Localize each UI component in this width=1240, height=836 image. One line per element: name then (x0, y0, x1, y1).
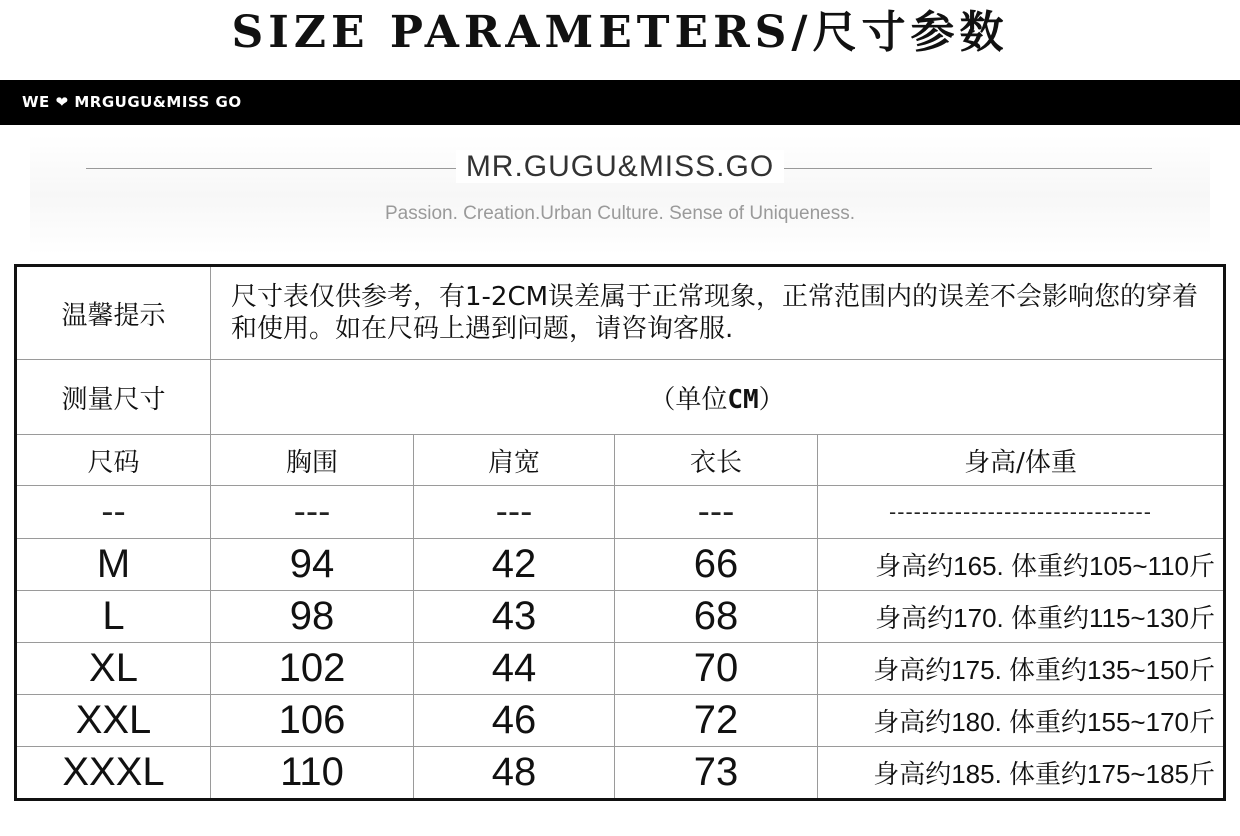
column-header: 尺码 (16, 435, 211, 486)
height-weight-cell: 身高约185. 体重约175~185斤 (818, 747, 1225, 800)
size-cell: L (16, 591, 211, 643)
tip-row (16, 266, 1225, 360)
chest-cell: 102 (211, 643, 414, 695)
tip-text: 尺寸表仅供参考，有1-2CM误差属于正常现象，正常范围内的误差不会影响您的穿着和使用。如在尺码上遇到问题，请咨询客服. (211, 266, 1225, 360)
size-cell: M (16, 539, 211, 591)
chest-cell: 98 (211, 591, 414, 643)
placeholder-cell: -------------------------------- (818, 486, 1225, 539)
length-cell: 73 (615, 747, 818, 800)
height-weight-cell: 身高约170. 体重约115~130斤 (818, 591, 1225, 643)
table-row (16, 747, 1225, 800)
chest-cell: 94 (211, 539, 414, 591)
unit-row (16, 360, 1225, 435)
height-weight-cell: 身高约175. 体重约135~150斤 (818, 643, 1225, 695)
unit-suffix: ） (758, 384, 785, 415)
column-header: 衣长 (615, 435, 818, 486)
table-row (16, 695, 1225, 747)
brand-tagline: Passion. Creation.Urban Culture. Sense of Uniqueness. (385, 203, 855, 224)
placeholder-cell: --- (615, 486, 818, 539)
unit-value: CM (727, 384, 759, 415)
size-cell: XL (16, 643, 211, 695)
column-header-row (16, 435, 1225, 486)
page-title: SIZE PARAMETERS/尺寸参数 (231, 7, 1009, 58)
shoulder-cell: 43 (414, 591, 615, 643)
banner-prefix: WE (22, 93, 50, 111)
height-weight-cell: 身高约180. 体重约155~170斤 (818, 695, 1225, 747)
heart-icon: ❤ (55, 93, 69, 111)
placeholder-cell: --- (211, 486, 414, 539)
length-cell: 68 (615, 591, 818, 643)
size-table (14, 264, 1226, 801)
length-cell: 66 (615, 539, 818, 591)
placeholder-cell: -- (16, 486, 211, 539)
size-cell: XXXL (16, 747, 211, 800)
placeholder-cell: --- (414, 486, 615, 539)
size-cell: XXL (16, 695, 211, 747)
length-cell: 70 (615, 643, 818, 695)
banner-text (22, 93, 242, 111)
brand-name (0, 150, 1240, 184)
chest-cell: 110 (211, 747, 414, 800)
height-weight-cell: 身高约165. 体重约105~110斤 (818, 539, 1225, 591)
shoulder-cell: 44 (414, 643, 615, 695)
column-header: 肩宽 (414, 435, 615, 486)
table-row (16, 591, 1225, 643)
table-row (16, 643, 1225, 695)
tip-label: 温馨提示 (16, 266, 211, 360)
table-row (16, 539, 1225, 591)
brand-banner (0, 80, 1240, 125)
shoulder-cell: 46 (414, 695, 615, 747)
shoulder-cell: 48 (414, 747, 615, 800)
brand-name-text: MR.GUGU&MISS.GO (456, 150, 784, 183)
chest-cell: 106 (211, 695, 414, 747)
unit-prefix: （单位 (649, 384, 728, 415)
length-cell: 72 (615, 695, 818, 747)
shoulder-cell: 42 (414, 539, 615, 591)
banner-suffix: MRGUGU&MISS GO (74, 93, 242, 111)
unit-cell (211, 360, 1225, 435)
column-header: 身高/体重 (818, 435, 1225, 486)
measure-label: 测量尺寸 (16, 360, 211, 435)
placeholder-row (16, 486, 1225, 539)
column-header: 胸围 (211, 435, 414, 486)
